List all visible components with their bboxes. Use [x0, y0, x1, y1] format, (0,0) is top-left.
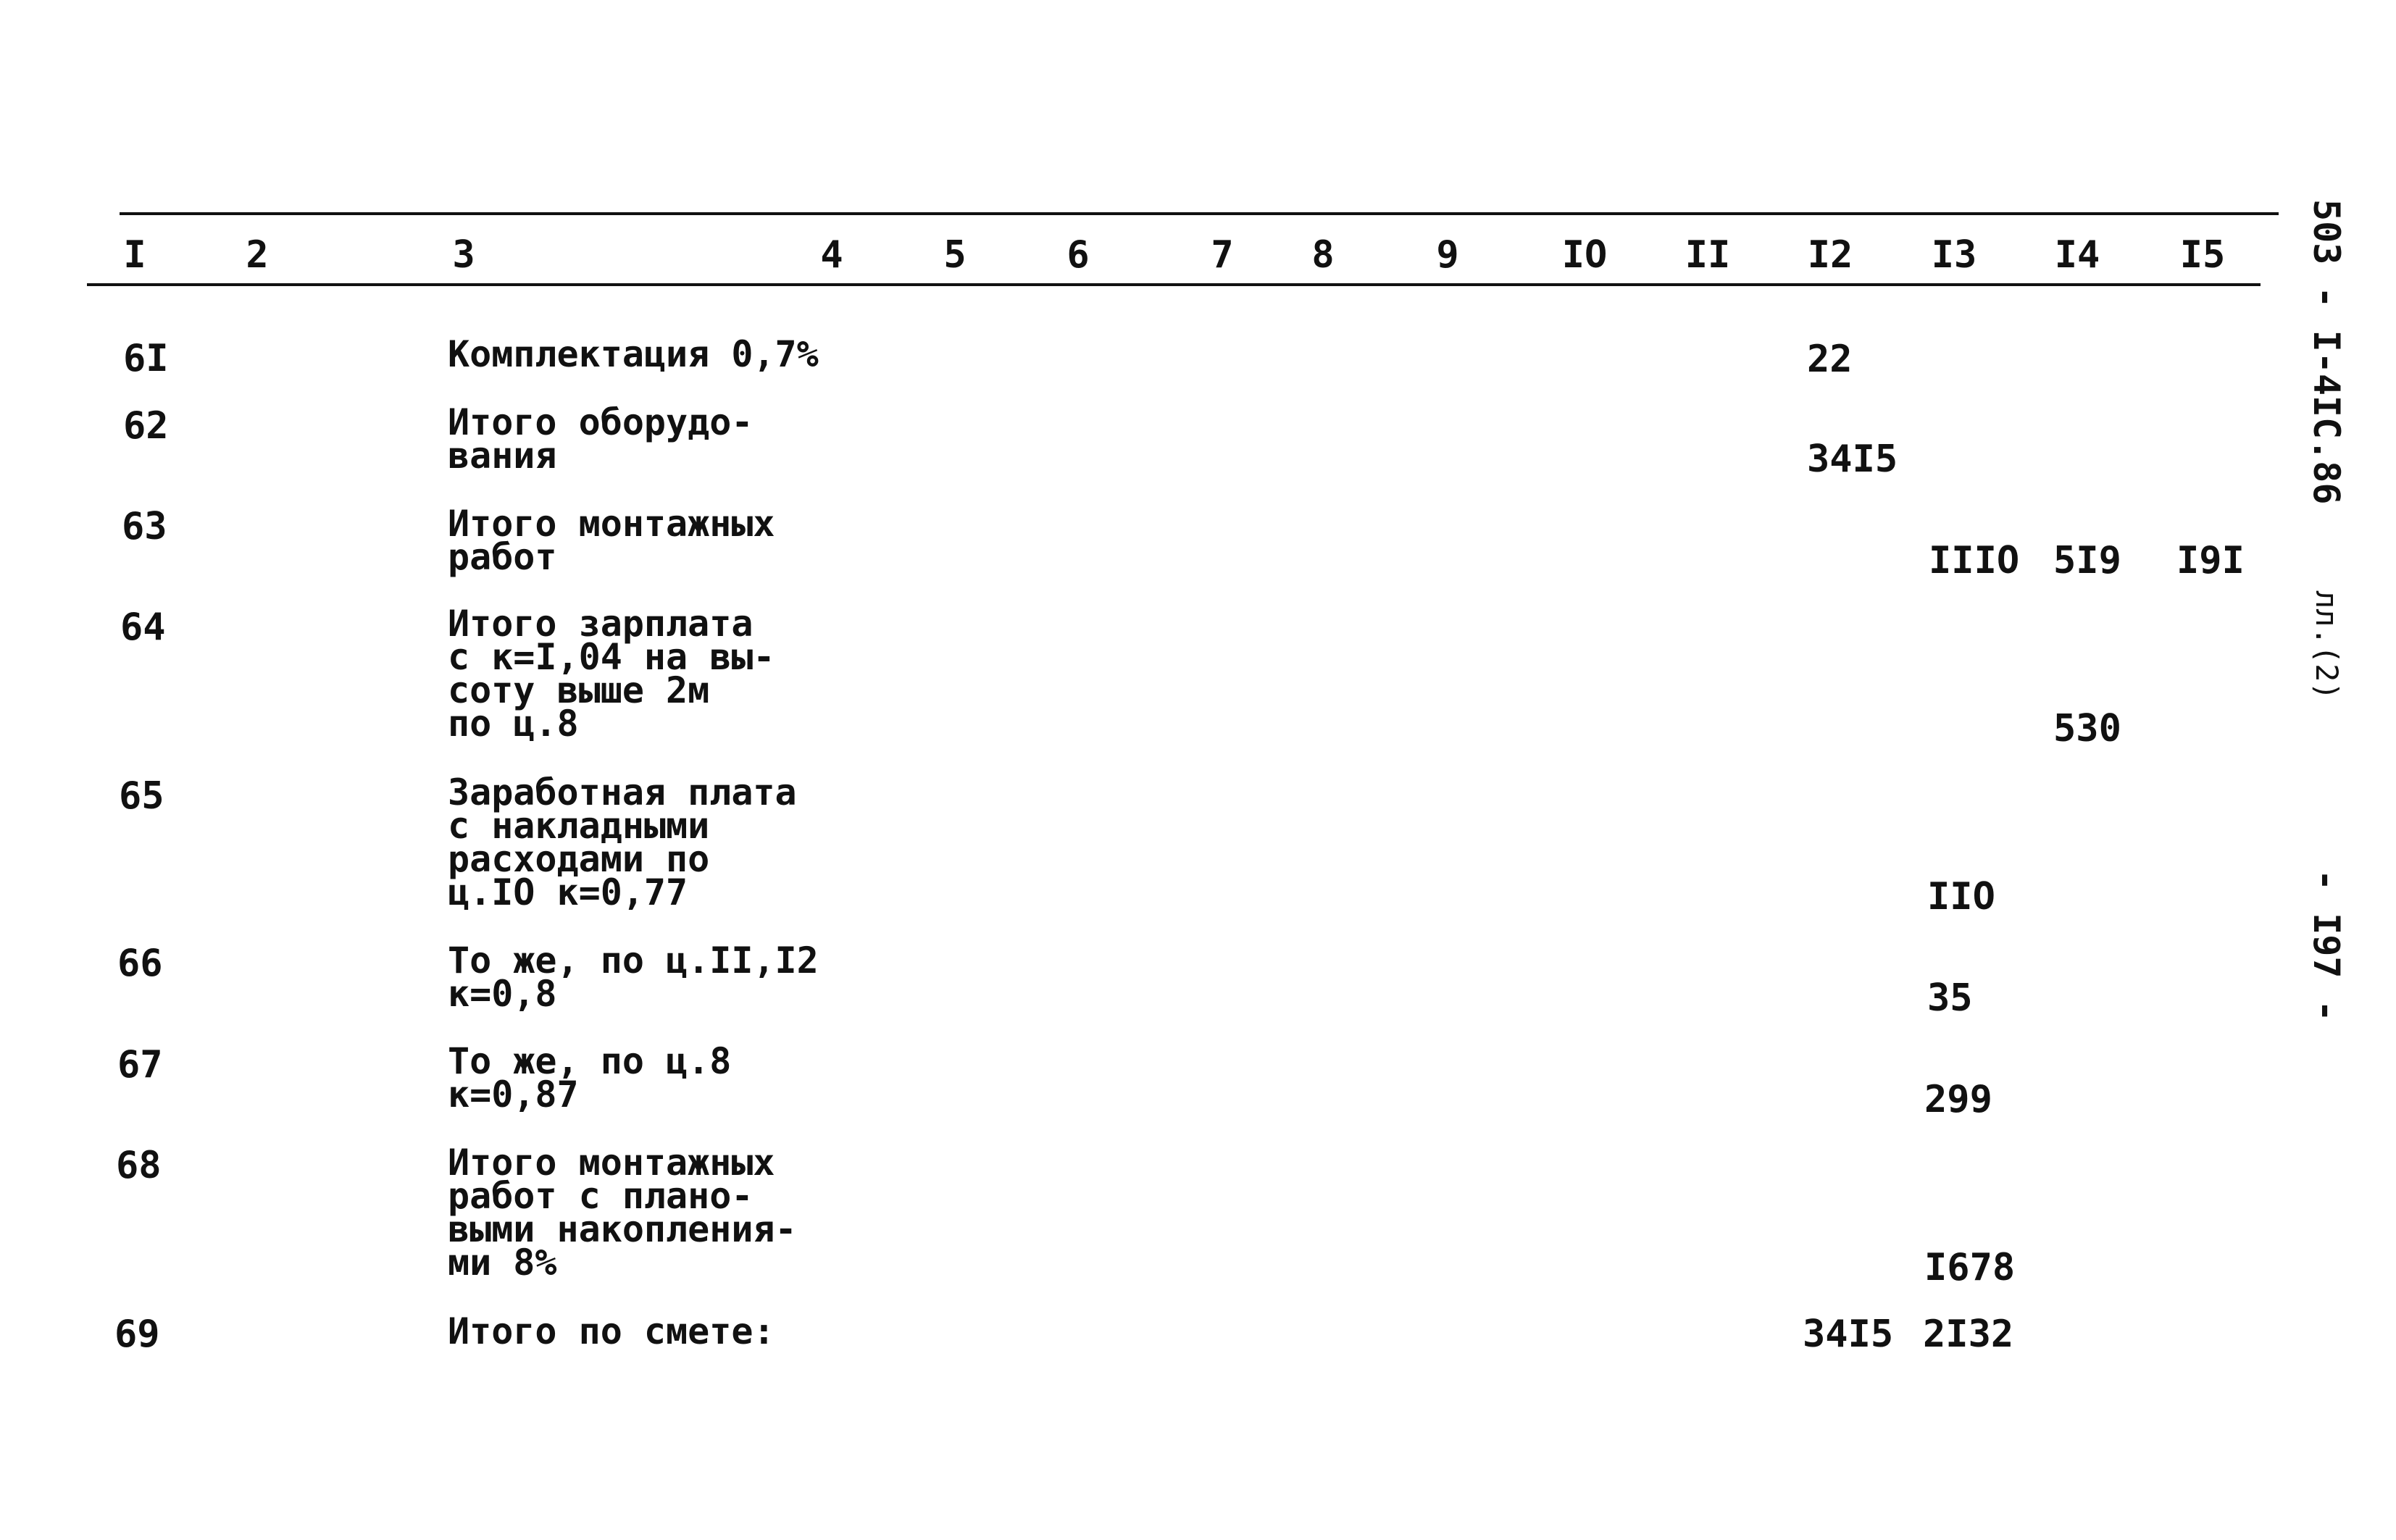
column-header-5: 5 — [943, 233, 967, 277]
cell-col13: I678 — [1924, 1246, 2016, 1289]
cell-col13: 2I32 — [1923, 1313, 2014, 1356]
column-header-7: 7 — [1211, 233, 1234, 277]
cell-col12: 34I5 — [1807, 438, 1898, 481]
row-number: 68 — [116, 1144, 162, 1187]
column-header-13: I3 — [1931, 233, 1977, 277]
row-description: Итого оборудо- вания — [448, 401, 754, 477]
row-number: 6I — [123, 337, 169, 380]
document-code-vertical: 503 - I-4IC.86 — [2305, 199, 2347, 505]
row-number: 67 — [117, 1043, 163, 1087]
column-header-1: I — [123, 233, 146, 277]
row-description: Заработная плата с накладными расходами по ц.IO к=0,77 — [448, 771, 797, 913]
cell-col12: 34I5 — [1803, 1313, 1894, 1356]
sheet-mark-vertical: лл.(2) — [2309, 590, 2345, 700]
row-description: Комплектация 0,7% — [448, 333, 819, 375]
page-number-vertical: - I97 - — [2305, 869, 2347, 1022]
row-description: Итого зарплата с к=I,04 на вы- соту выше 2м по ц.8 — [448, 603, 775, 745]
cell-col13: 299 — [1924, 1078, 1992, 1121]
cell-col15: I9I — [2176, 539, 2245, 582]
table-top-rule — [120, 212, 2279, 215]
cell-col13: IIO — [1927, 875, 1995, 918]
column-header-11: II — [1685, 233, 1731, 277]
row-number: 63 — [122, 505, 167, 548]
column-header-15: I5 — [2179, 233, 2226, 277]
column-header-4: 4 — [820, 233, 843, 277]
cell-col14: 5I9 — [2053, 539, 2121, 582]
row-number: 66 — [117, 942, 163, 985]
column-header-3: 3 — [452, 233, 475, 277]
row-number: 65 — [119, 774, 164, 818]
column-header-12: I2 — [1807, 233, 1853, 277]
column-header-6: 6 — [1066, 233, 1090, 277]
column-header-8: 8 — [1311, 233, 1335, 277]
cell-col14: 530 — [2053, 707, 2121, 750]
row-description: Итого монтажных работ — [448, 503, 775, 578]
column-header-2: 2 — [246, 233, 269, 277]
cell-col13: 35 — [1927, 976, 1973, 1020]
cell-col13: IIIO — [1929, 539, 2020, 582]
row-description: Итого по смете: — [448, 1310, 775, 1352]
row-description: Итого монтажных работ с плано- выми накопления- ми 8% — [448, 1142, 797, 1284]
column-header-14: I4 — [2054, 233, 2100, 277]
column-header-9: 9 — [1436, 233, 1459, 277]
cell-col12: 22 — [1807, 338, 1853, 381]
row-number: 62 — [123, 404, 169, 448]
row-description: То же, по ц.II,I2 к=0,8 — [448, 940, 819, 1015]
row-description: То же, по ц.8 к=0,87 — [448, 1040, 732, 1116]
row-number: 64 — [120, 606, 166, 649]
row-number: 69 — [114, 1313, 160, 1356]
column-header-10: IO — [1561, 233, 1608, 277]
table-header-rule — [87, 283, 2261, 286]
